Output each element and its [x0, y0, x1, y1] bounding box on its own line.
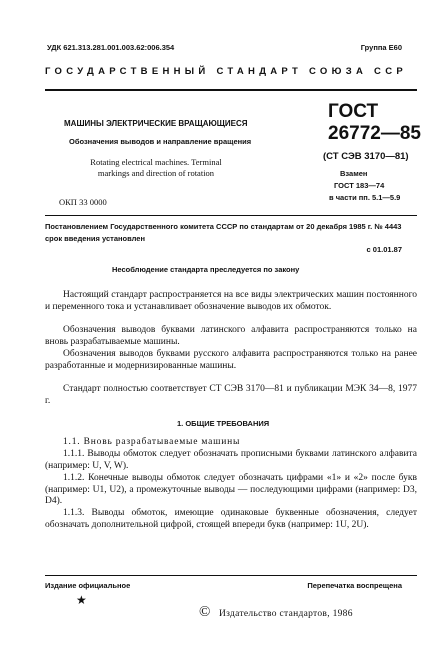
subtitle-russian: Обозначения выводов и направление вращения	[69, 137, 252, 146]
middle-rule	[45, 215, 417, 216]
udk-code: УДК 621.313.281.001.003.62:006.354	[47, 43, 175, 52]
clause-1-1-2: 1.1.2. Конечные выводы обмоток следует обозначать цифрами «1» и «2» после букв (например: U1, U2), а промежуточные выводы — последующими цифрами (например: D3, D4).	[45, 473, 417, 506]
intro-paragraph-4: Стандарт полностью соответствует СТ СЭВ 3170—81 и публикации МЭК 34—8, 1977 г.	[45, 384, 417, 406]
clause-1-1-3: 1.1.3. Выводы обмоток, имеющие одинаковые буквенные обозначения, следует обозначать дополнительной цифрой, стоящей впереди букв (например: 1U, 2U).	[45, 508, 417, 530]
copyright-text: Издательство стандартов, 1986	[219, 609, 353, 619]
group-code: Группа Е60	[360, 43, 402, 52]
section-title: 1. ОБЩИЕ ТРЕБОВАНИЯ	[177, 419, 270, 428]
title-english-line2: markings and direction of rotation	[97, 168, 215, 178]
gost-number: 26772—85	[328, 123, 421, 144]
okp-code: ОКП 33 0000	[59, 197, 107, 207]
title-english-line1: Rotating electrical machines. Terminal	[90, 157, 222, 167]
penalty-notice: Несоблюдение стандарта преследуется по закону	[112, 265, 300, 274]
clause-1-1-1: 1.1.1. Выводы обмоток следует обозначать прописными буквами латинского алфавита (например: U, V, W).	[45, 449, 417, 471]
cmea-reference: (СТ СЭВ 3170—81)	[323, 151, 409, 162]
intro-paragraph-1: Настоящий стандарт распространяется на все виды электрических машин постоянного и переменного тока и устанавливает обозначение выводов их обмоток.	[45, 290, 417, 312]
intro-paragraph-2: Обозначения выводов буквами латинского алфавита распространяются только на вновь разрабатываемые машины.	[45, 325, 417, 347]
replaced-standard: ГОСТ 183—74	[334, 181, 385, 190]
title-english	[89, 157, 223, 179]
copyright-icon: ©	[199, 604, 211, 620]
clause-1-1: 1.1. Вновь разрабатываемые машины	[63, 437, 241, 447]
replace-label: Взамен	[340, 169, 368, 178]
decree-text: Постановлением Государственного комитета СССР по стандартам от 20 декабря 1985 г. № 4443 срок введения установлен	[45, 222, 402, 243]
bottom-rule	[45, 575, 417, 576]
official-edition-label: Издание официальное	[45, 581, 131, 590]
top-rule	[45, 89, 417, 91]
intro-paragraph-3: Обозначения выводов буквами русского алфавита распространяются только на ранее разработанные и модернизированные машины.	[45, 349, 417, 371]
replaced-parts: в части пп. 5.1—5.9	[329, 193, 401, 202]
title-russian: МАШИНЫ ЭЛЕКТРИЧЕСКИЕ ВРАЩАЮЩИЕСЯ	[64, 119, 248, 128]
effective-date: с 01.01.87	[366, 245, 402, 254]
star-icon: ★	[76, 593, 87, 607]
state-standard-banner: ГОСУДАРСТВЕННЫЙ СТАНДАРТ СОЮЗА ССР	[45, 66, 408, 77]
gost-label: ГОСТ	[328, 101, 379, 122]
reprint-prohibited-label: Перепечатка воспрещена	[307, 581, 402, 590]
